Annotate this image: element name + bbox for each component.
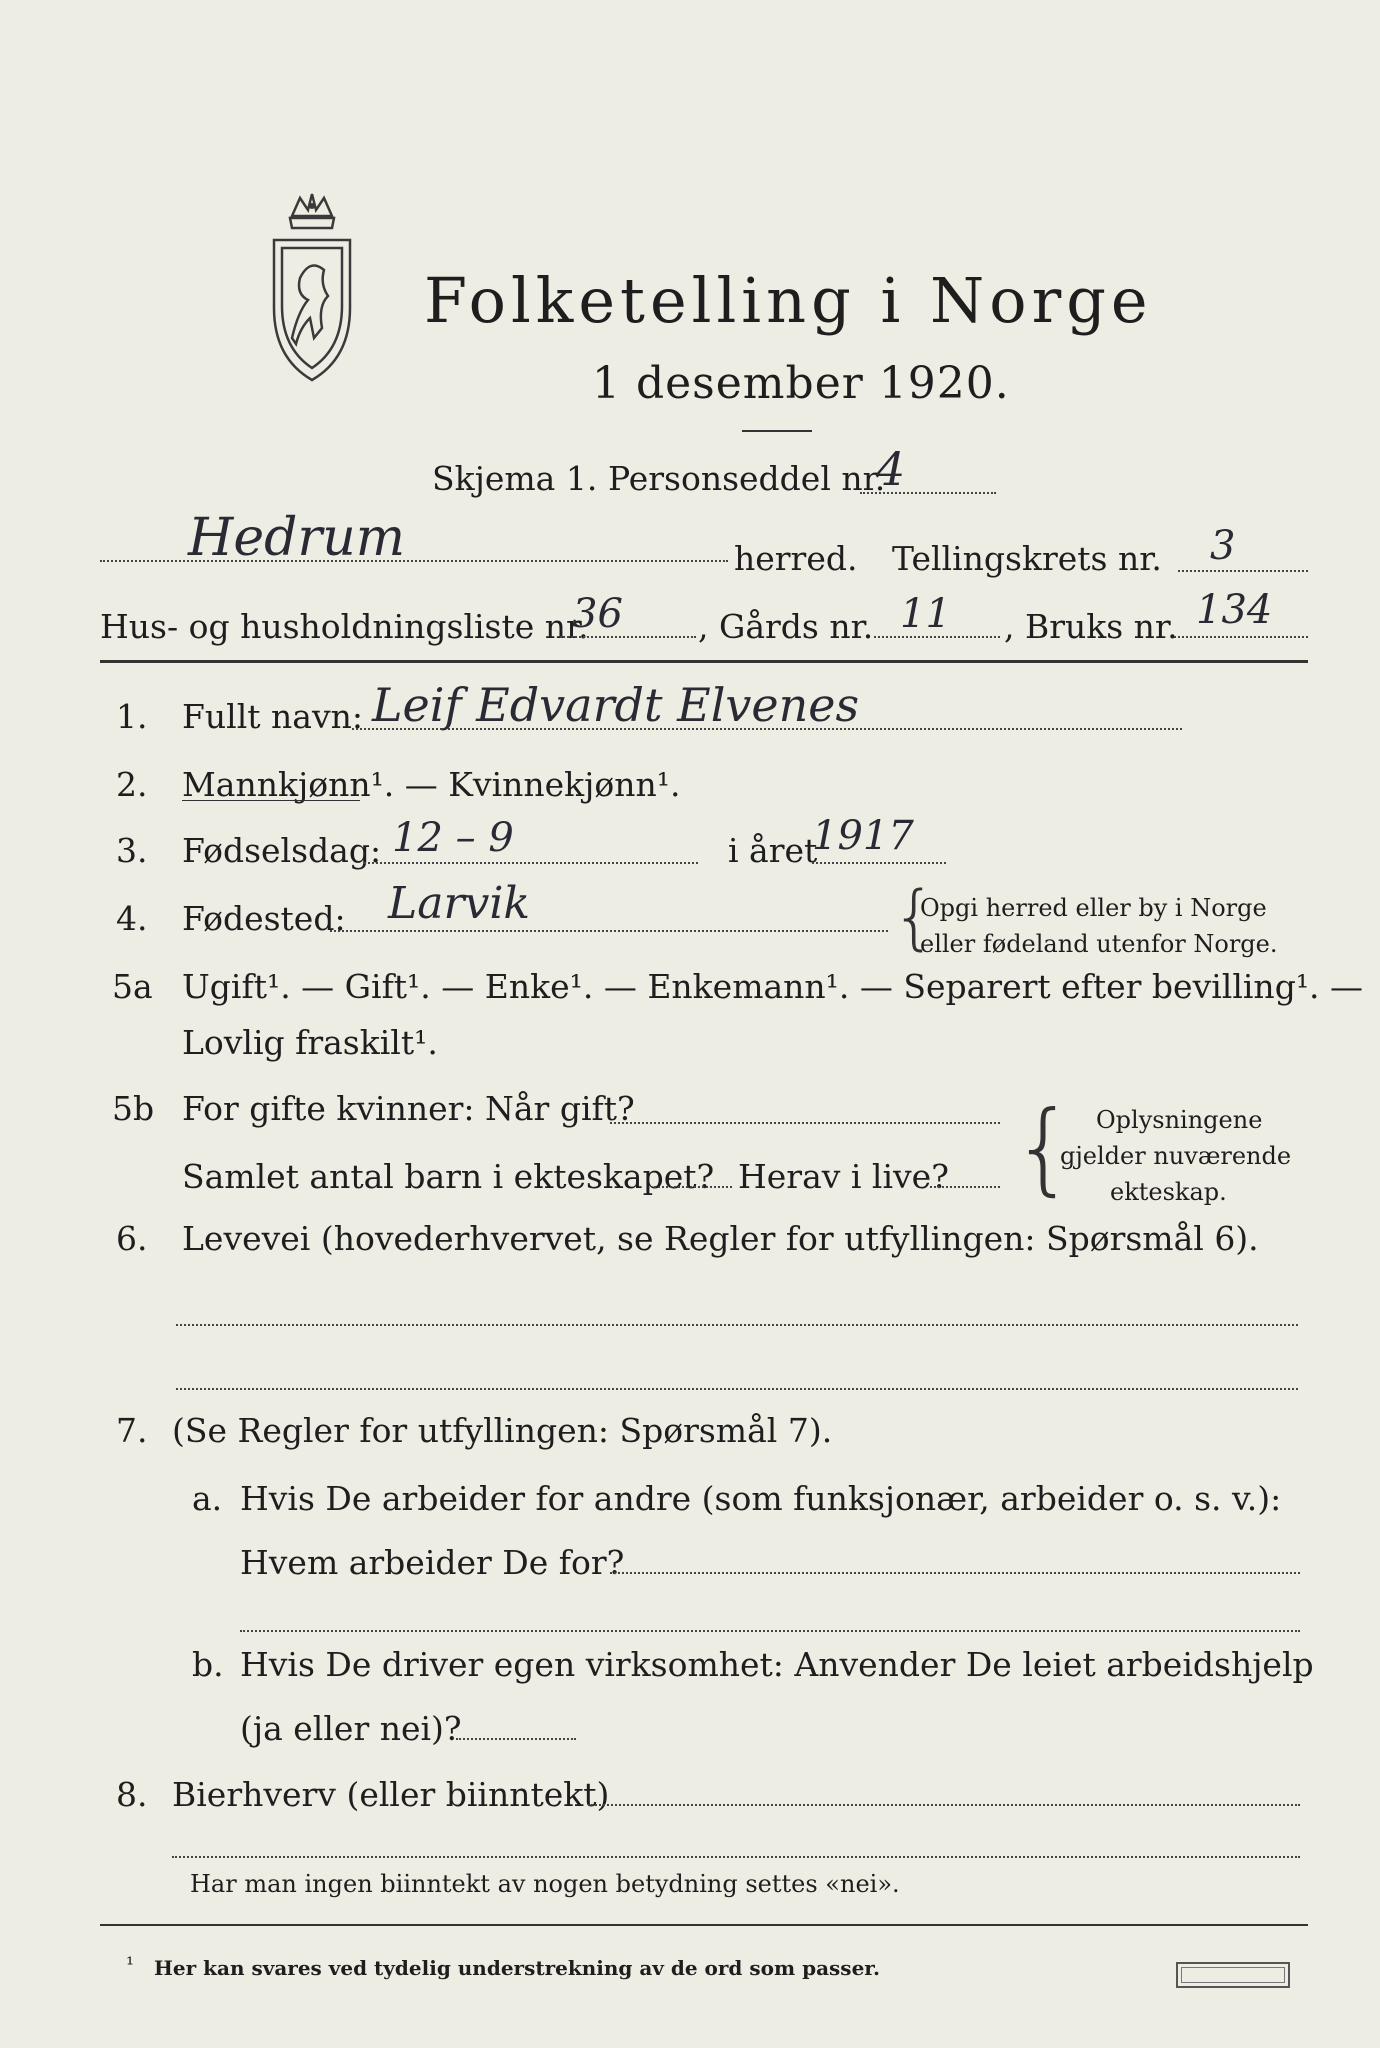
q4-note-line1: Opgi herred eller by i Norge <box>920 894 1267 922</box>
q5b-children-line <box>654 1186 732 1188</box>
q5b-brace: { <box>1012 1089 1076 1206</box>
q5b-note-line3: ekteskap. <box>1110 1178 1227 1206</box>
q2-male-underline <box>182 800 360 801</box>
herred-label: herred. <box>734 539 858 578</box>
q7b-label-line2: (ja eller nei)? <box>240 1709 462 1748</box>
q5b-children-label: Samlet antal barn i ekteskapet? <box>182 1157 715 1196</box>
q3-year-line <box>812 862 946 864</box>
q1-number: 1. <box>116 697 148 736</box>
footnote-text: Her kan svares ved tydelig understrekning av de ord som passer. <box>154 1956 880 1980</box>
q1-value[interactable]: Leif Edvardt Elvenes <box>372 678 860 732</box>
q5b-alive-line <box>930 1186 1000 1188</box>
q6-answer-line2[interactable] <box>176 1388 1298 1390</box>
q4-brace: { <box>892 876 937 958</box>
bruks-label: , Bruks nr. <box>1004 607 1178 646</box>
q6-number: 6. <box>116 1219 148 1258</box>
q5b-alive-label: Herav i live? <box>738 1157 949 1196</box>
q3-number: 3. <box>116 831 148 870</box>
q8-label: Bierhverv (eller biinntekt) <box>172 1775 610 1814</box>
hus-label: Hus- og husholdningsliste nr. <box>100 607 589 646</box>
q7b-number: b. <box>192 1645 224 1684</box>
q6-answer-line1[interactable] <box>176 1324 1298 1326</box>
q8-answer-line1[interactable] <box>588 1804 1300 1806</box>
q2-number: 2. <box>116 765 148 804</box>
q3-year-value[interactable]: 1917 <box>812 813 914 859</box>
hus-value[interactable]: 36 <box>572 591 623 637</box>
herred-value[interactable]: Hedrum <box>188 508 406 568</box>
title-divider <box>742 430 812 432</box>
footnote-separator <box>100 1924 1308 1926</box>
tellingskrets-value[interactable]: 3 <box>1210 523 1236 569</box>
q4-number: 4. <box>116 899 148 938</box>
q4-line <box>330 930 888 932</box>
personseddel-value[interactable]: 4 <box>876 442 906 496</box>
q7b-label-line1: Hvis De driver egen virksomhet: Anvender De leiet arbeidshjelp <box>240 1645 1314 1684</box>
schema-label: Skjema 1. <box>432 459 598 498</box>
q5b-note-line2: gjelder nuværende <box>1060 1142 1292 1170</box>
q7b-answer-line[interactable] <box>456 1738 576 1740</box>
q1-label: Fullt navn: <box>182 697 363 736</box>
q5b-note-line1: Oplysningene <box>1096 1106 1263 1134</box>
q8-answer-line2[interactable] <box>172 1856 1300 1858</box>
q7a-answer-line2[interactable] <box>240 1630 1300 1632</box>
form-title: Folketelling i Norge <box>424 264 1153 337</box>
q5a-marital-options-cont: Lovlig fraskilt¹. <box>182 1023 438 1062</box>
q7-number: 7. <box>116 1411 148 1450</box>
q5b-number: 5b <box>112 1089 155 1128</box>
q7a-answer-line1[interactable] <box>610 1572 1300 1574</box>
q5b-married-line <box>610 1122 1000 1124</box>
header-separator <box>100 660 1308 663</box>
q4-note-line2: eller fødeland utenfor Norge. <box>920 930 1278 958</box>
q7a-label-line1: Hvis De arbeider for andre (som funksjonær, arbeider o. s. v.): <box>240 1479 1282 1518</box>
bruks-value[interactable]: 134 <box>1196 587 1273 633</box>
q5a-number: 5a <box>112 967 153 1006</box>
tellingskrets-line <box>1178 570 1308 572</box>
q4-value[interactable]: Larvik <box>388 878 531 929</box>
q7a-label-line2: Hvem arbeider De for? <box>240 1543 625 1582</box>
q3-year-label: i året <box>728 831 818 870</box>
q3-value[interactable]: 12 – 9 <box>392 815 514 861</box>
q3-date-line <box>364 862 698 864</box>
q2-gender-options: Mannkjønn¹. — Kvinnekjønn¹. <box>182 765 681 804</box>
gards-label: , Gårds nr. <box>698 607 874 646</box>
personseddel-label: Personseddel nr. <box>608 459 886 498</box>
printer-stamp <box>1176 1962 1290 1988</box>
q4-label: Fødested: <box>182 899 346 938</box>
bruks-line <box>1174 636 1308 638</box>
coat-of-arms-icon <box>262 188 362 388</box>
q6-label: Levevei (hovederhvervet, se Regler for utfyllingen: Spørsmål 6). <box>182 1219 1259 1258</box>
census-date: 1 desember 1920. <box>592 358 1010 409</box>
q7-label: (Se Regler for utfyllingen: Spørsmål 7). <box>172 1411 833 1450</box>
gards-value[interactable]: 11 <box>900 591 951 637</box>
q5b-married-label: For gifte kvinner: Når gift? <box>182 1089 635 1128</box>
footnote-mark: ¹ <box>126 1952 135 1976</box>
q5a-marital-options: Ugift¹. — Gift¹. — Enke¹. — Enkemann¹. — Separert efter bevilling¹. — <box>182 967 1364 1006</box>
tellingskrets-label: Tellingskrets nr. <box>892 539 1162 578</box>
q8-note: Har man ingen biinntekt av nogen betydning settes «nei». <box>190 1870 900 1898</box>
q8-number: 8. <box>116 1775 148 1814</box>
q7a-number: a. <box>192 1479 223 1518</box>
q3-label: Fødselsdag: <box>182 831 382 870</box>
